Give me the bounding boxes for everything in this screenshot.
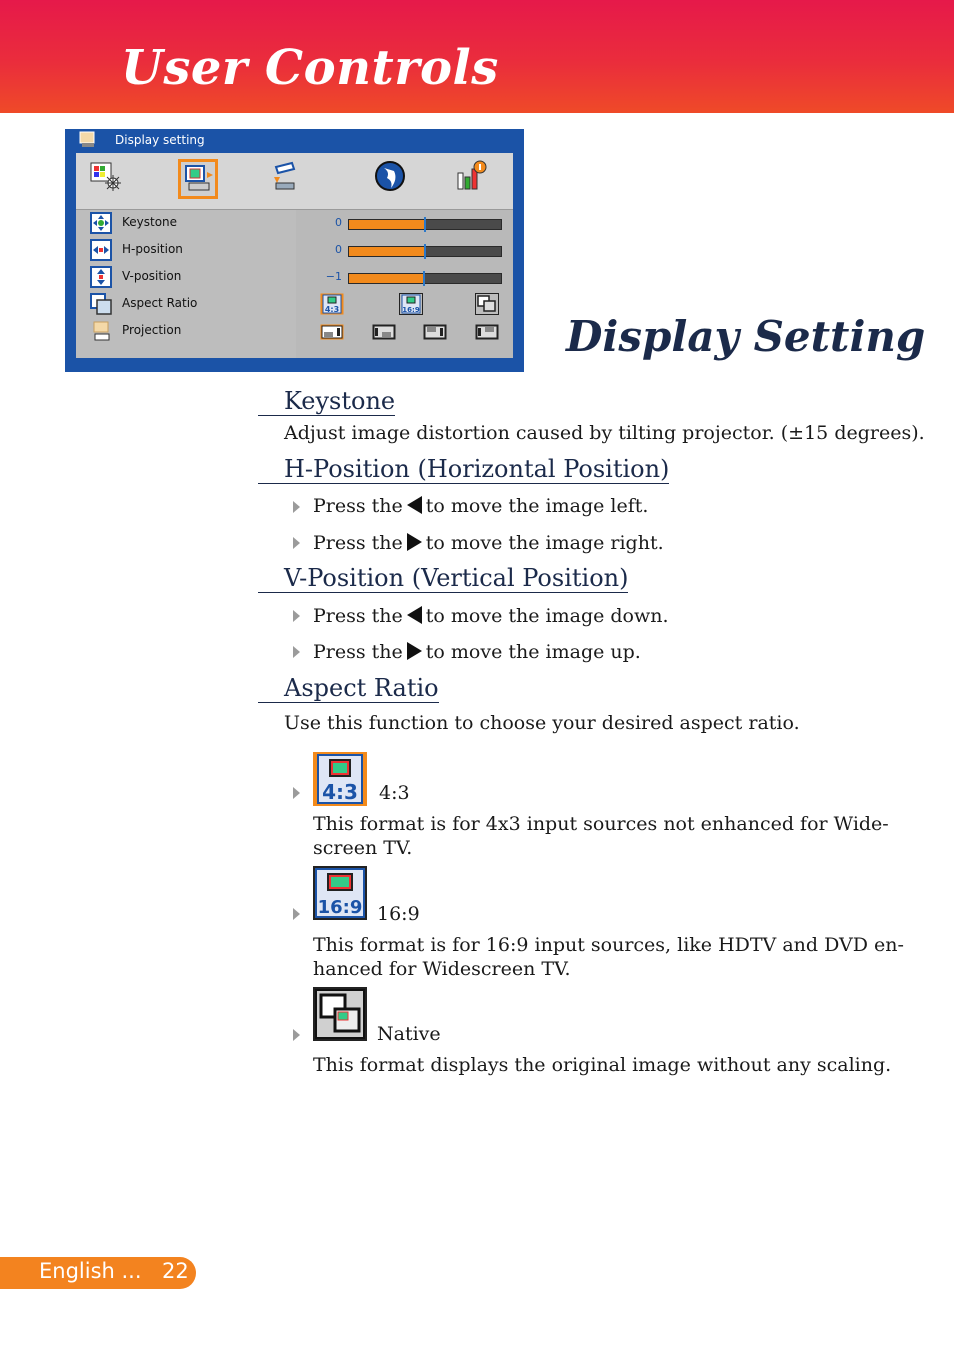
projection-front-ceiling-icon[interactable] <box>423 324 447 340</box>
aspect-4-3-desc-line2: screen TV. <box>313 837 413 859</box>
info-chart-icon <box>454 159 488 193</box>
page-number: 22 <box>162 1259 189 1283</box>
osd-value: −1 <box>325 270 342 283</box>
slider-marker <box>424 217 426 232</box>
item-suffix: to move the image down. <box>425 605 669 627</box>
osd-titlebar <box>65 129 524 151</box>
item-prefix: Press the <box>313 532 403 554</box>
right-arrow-icon <box>407 642 422 660</box>
keystone-slider[interactable] <box>348 219 502 230</box>
h-position-item-left <box>313 494 648 518</box>
osd-value: 0 <box>335 243 342 256</box>
slider-fill <box>349 247 425 256</box>
h-position-slider[interactable] <box>348 246 502 257</box>
bullet-marker <box>293 908 300 920</box>
projection-screen-icon <box>79 131 97 148</box>
osd-label: V-position <box>122 269 182 283</box>
aspect-native-desc-line1: This format displays the original image without any scaling. <box>313 1054 892 1076</box>
osd-label: Aspect Ratio <box>122 296 198 310</box>
globe-icon <box>373 159 407 193</box>
aspect-16-9-desc-line1: This format is for 16:9 input sources, like HDTV and DVD en- <box>313 934 904 956</box>
aspect-ratio-intro: Use this function to choose your desired aspect ratio. <box>284 712 800 734</box>
v-position-item-down <box>313 604 669 628</box>
item-prefix: Press the <box>313 605 403 627</box>
tab-image-settings[interactable] <box>88 159 128 199</box>
slider-marker <box>423 271 425 286</box>
aspect-4-3-icon <box>313 752 367 806</box>
osd-row-projection[interactable] <box>76 318 513 344</box>
aspect-4-3-desc-line1: This format is for 4x3 input sources not enhanced for Wide- <box>313 813 889 835</box>
projection-rear-desktop-icon[interactable] <box>372 324 396 340</box>
osd-title: Display setting <box>115 133 205 147</box>
aspect-16-9-icon <box>313 866 367 920</box>
tab-information[interactable] <box>454 159 494 199</box>
h-position-item-right <box>313 531 664 555</box>
left-arrow-icon <box>407 496 422 514</box>
v-position-icon <box>90 266 112 288</box>
color-palette-icon <box>88 159 122 193</box>
keystone-icon <box>90 212 112 234</box>
page-footer-tab <box>0 1257 196 1289</box>
bullet-marker <box>293 610 300 622</box>
aspect-native-label: Native <box>377 1023 441 1045</box>
osd-label: Keystone <box>122 215 178 229</box>
aspect-ratio-heading: Aspect Ratio <box>258 674 439 703</box>
bullet-marker <box>293 501 300 513</box>
osd-value: 0 <box>335 216 342 229</box>
header-band <box>0 0 954 113</box>
slider-marker <box>424 244 426 259</box>
osd-settings-panel <box>76 210 513 358</box>
display-setting-icon <box>181 162 215 196</box>
item-suffix: to move the image up. <box>425 641 641 663</box>
footer-language: English ... <box>39 1259 142 1283</box>
svg-text:4:3: 4:3 <box>324 305 340 314</box>
tab-display-setting[interactable] <box>178 159 218 199</box>
aspect-ratio-icon <box>90 293 112 315</box>
osd-tab-bar <box>76 153 513 210</box>
aspect-native-icon <box>313 987 367 1041</box>
osd-row-v-position[interactable] <box>76 264 513 290</box>
bullet-marker <box>293 1029 300 1041</box>
projection-rear-ceiling-icon[interactable] <box>475 324 499 340</box>
keystone-description: Adjust image distortion caused by tilting projector. (±15 degrees). <box>284 422 925 444</box>
osd-menu-screenshot <box>65 129 524 372</box>
h-position-icon <box>90 239 112 261</box>
svg-text:4:3: 4:3 <box>322 780 358 804</box>
item-suffix: to move the image left. <box>425 495 649 517</box>
v-position-slider[interactable] <box>348 273 502 284</box>
item-prefix: Press the <box>313 495 403 517</box>
svg-text:16:9: 16:9 <box>402 306 420 314</box>
aspect-4-3-label: 4:3 <box>379 782 410 804</box>
aspect-4-3-option-icon[interactable] <box>320 293 344 315</box>
tab-language[interactable] <box>373 159 413 199</box>
aspect-16-9-label: 16:9 <box>377 903 420 925</box>
section-title: Display Setting <box>566 312 926 361</box>
osd-row-h-position[interactable] <box>76 237 513 263</box>
slider-fill <box>349 274 424 283</box>
chapter-title: User Controls <box>121 40 499 96</box>
v-position-item-up <box>313 640 641 664</box>
v-position-heading: V-Position (Vertical Position) <box>258 564 628 593</box>
osd-label: Projection <box>122 323 182 337</box>
bullet-marker <box>293 787 300 799</box>
projection-front-desktop-icon[interactable] <box>320 324 344 340</box>
h-position-heading: H-Position (Horizontal Position) <box>258 455 669 484</box>
bullet-marker <box>293 646 300 658</box>
svg-text:16:9: 16:9 <box>317 897 363 918</box>
tab-system-setting[interactable] <box>268 159 308 199</box>
right-arrow-icon <box>407 533 422 551</box>
osd-label: H-position <box>122 242 183 256</box>
slider-fill <box>349 220 425 229</box>
item-prefix: Press the <box>313 641 403 663</box>
aspect-native-option-icon[interactable] <box>475 293 499 315</box>
projection-icon <box>90 320 112 342</box>
item-suffix: to move the image right. <box>425 532 664 554</box>
bullet-marker <box>293 537 300 549</box>
system-setting-icon <box>268 159 302 193</box>
osd-row-aspect-ratio[interactable] <box>76 291 513 317</box>
left-arrow-icon <box>407 606 422 624</box>
keystone-heading: Keystone <box>258 387 395 416</box>
aspect-16-9-desc-line2: hanced for Widescreen TV. <box>313 958 571 980</box>
aspect-16-9-option-icon[interactable] <box>399 293 423 315</box>
osd-row-keystone[interactable] <box>76 210 513 236</box>
